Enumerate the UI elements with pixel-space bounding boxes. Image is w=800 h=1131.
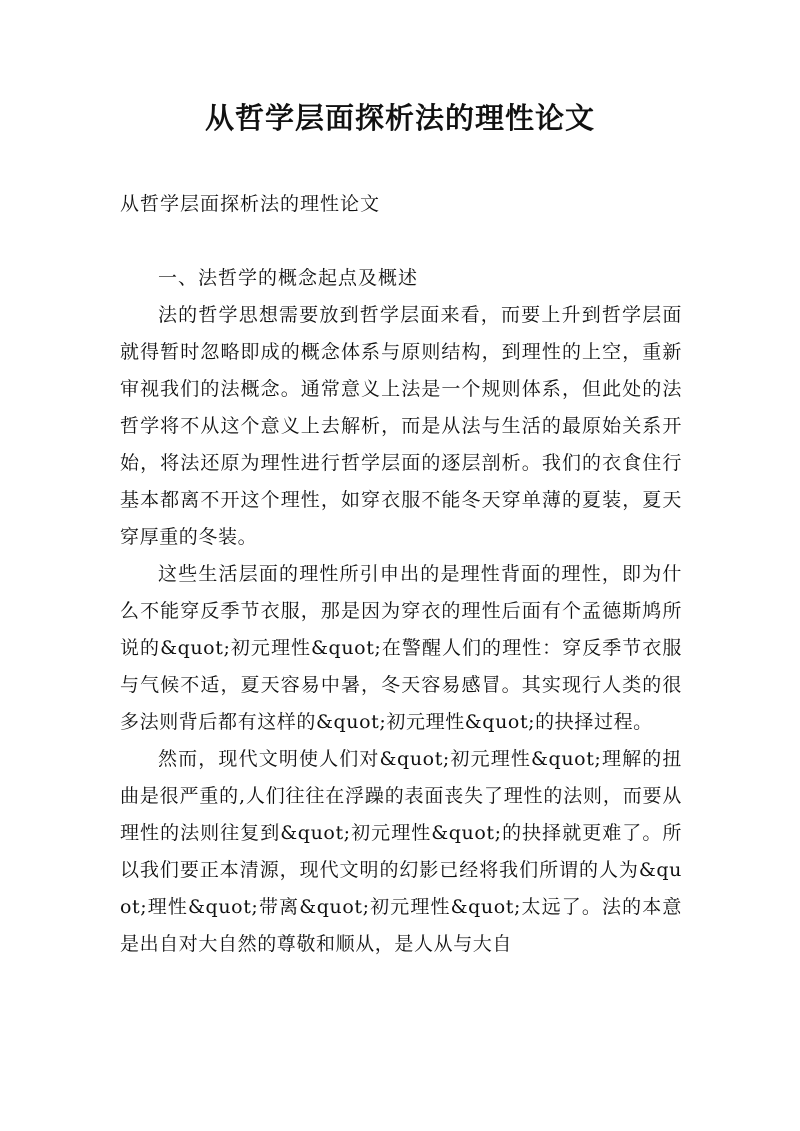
document-title: 从哲学层面探析法的理性论文 xyxy=(204,101,595,135)
document-subtitle: 从哲学层面探析法的理性论文 xyxy=(120,193,381,215)
document-body xyxy=(120,260,682,963)
paragraph-1: 法的哲学思想需要放到哲学层面来看，而要上升到哲学层面就得暂时忽略即成的概念体系与原则结构，到理性的上空，重新审视我们的法概念。通常意义上法是一个规则体系，但此处的法哲学将不从这个意义上去解析，而是从法与生活的最原始关系开始，将法还原为理性进行哲学层面的逐层剖析。我们的衣食住行基本都离不开这个理性，如穿衣服不能冬天穿单薄的夏装，夏天穿厚重的冬装。 xyxy=(120,304,682,548)
paragraph-3: 然而，现代文明使人们对&quot;初元理性&quot;理解的扭曲是很严重的,人们往往在浮躁的表面丧失了理性的法则，而要从理性的法则往复到&quot;初元理性&quot;的抉择就更难了。所以我们要正本清源，现代文明的幻影已经将我们所谓的人为&quot;理性&quot;带离&quot;初元理性&quot;太远了。法的本意是出自对大自然的尊敬和顺从，是人从与大自 xyxy=(120,748,682,955)
section-heading: 一、法哲学的概念起点及概述 xyxy=(158,267,419,289)
paragraph-2: 这些生活层面的理性所引申出的是理性背面的理性，即为什么不能穿反季节衣服，那是因为穿衣的理性后面有个孟德斯鸠所说的&quot;初元理性&quot;在警醒人们的理性：穿反季节衣服与气候不适，夏天容易中暑，冬天容易感冒。其实现行人类的很多法则背后都有这样的&quot;初元理性&quot;的抉择过程。 xyxy=(120,563,682,733)
